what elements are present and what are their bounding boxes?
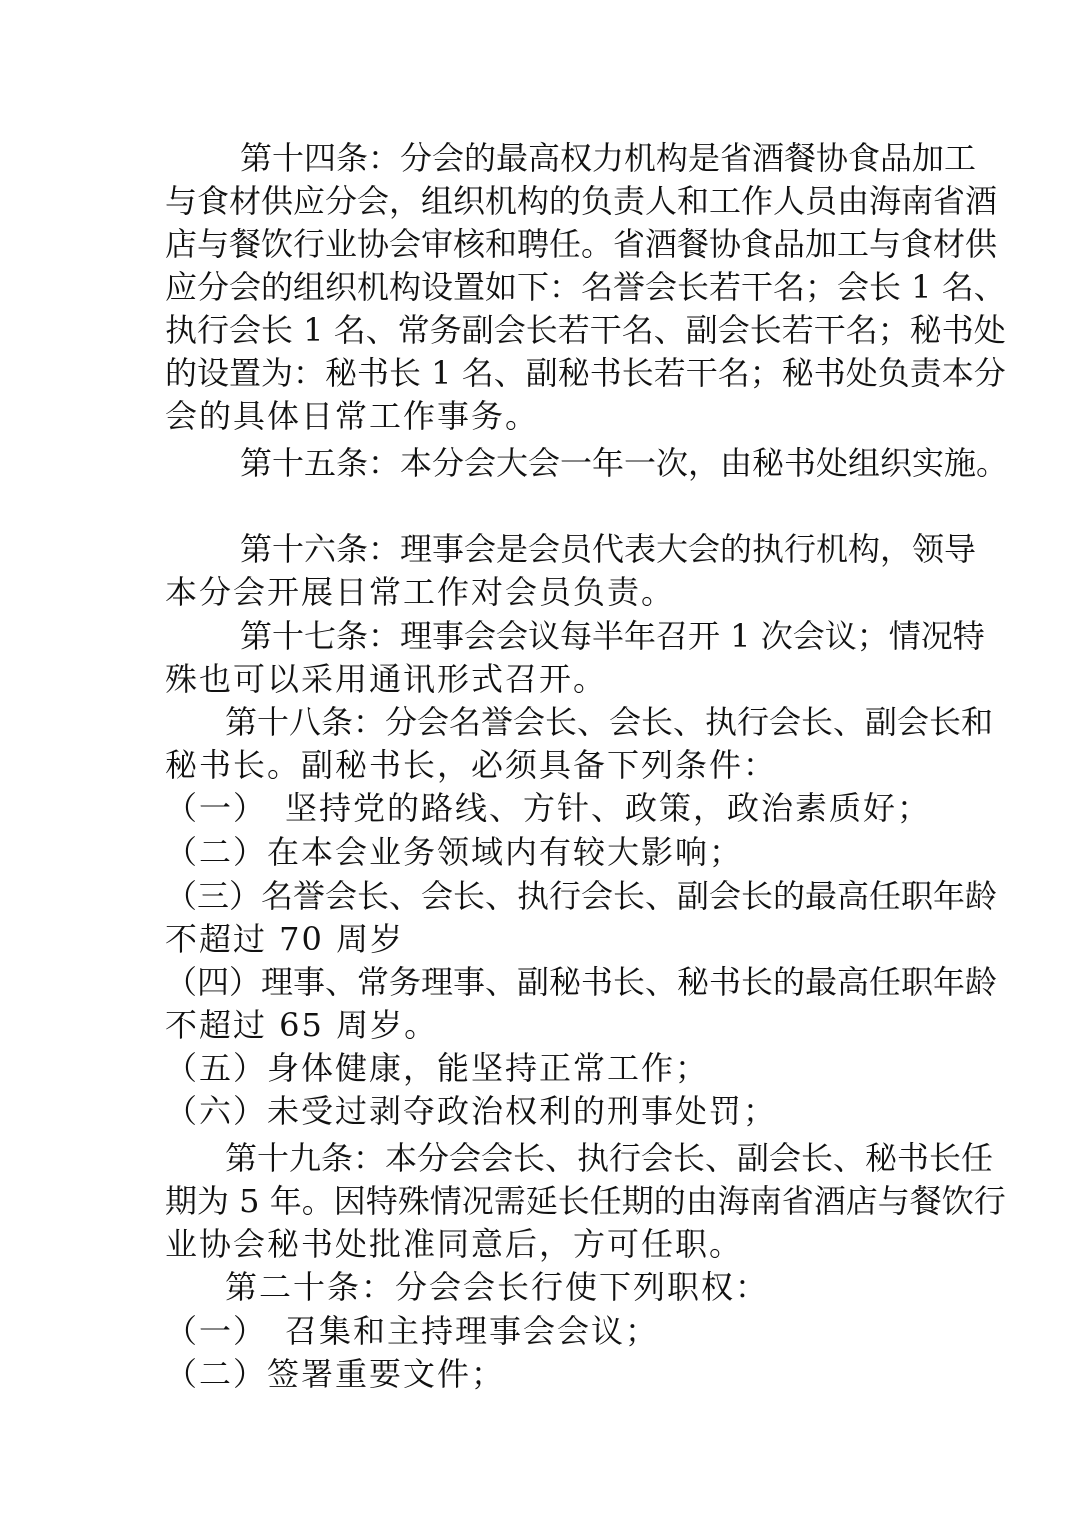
article-18-item-6: （六）未受过剥夺政治权利的刑事处罚； (165, 1092, 778, 1130)
article-14-line-3: 店与餐饮行业协会审核和聘任。省酒餐协食品加工与食材供 (165, 225, 998, 263)
article-17-line-1: 第十七条：理事会会议每半年召开 1 次会议；情况特 (240, 617, 985, 655)
article-18-item-5: （五）身体健康，能坚持正常工作； (165, 1049, 710, 1087)
article-19-line-2: 期为 5 年。因特殊情况需延长任期的由海南省酒店与餐饮行 (165, 1182, 1006, 1220)
article-17-line-2: 殊也可以采用通讯形式召开。 (165, 660, 608, 698)
article-15-line-1: 第十五条：本分会大会一年一次，由秘书处组织实施。 (240, 444, 1009, 482)
article-18-item-3-line-1: （三）名誉会长、会长、执行会长、副会长的最高任职年龄 (165, 877, 998, 915)
article-20-item-2: （二）签署重要文件； (165, 1355, 506, 1393)
article-18-item-4-line-2: 不超过 65 周岁。 (165, 1006, 439, 1044)
article-18-item-4-line-1: （四）理事、常务理事、副秘书长、秘书长的最高任职年龄 (165, 963, 998, 1001)
article-20-item-1: （一） 召集和主持理事会会议； (165, 1312, 660, 1350)
article-18-item-1: （一） 坚持党的路线、方针、政策，政治素质好； (165, 789, 932, 827)
article-16-line-2: 本分会开展日常工作对会员负责。 (165, 573, 676, 611)
article-18-item-3-line-2: 不超过 70 周岁 (165, 920, 405, 958)
article-14-line-5: 执行会长 1 名、常务副会长若干名、副会长若干名；秘书处 (165, 311, 1006, 349)
article-18-line-1: 第十八条：分会名誉会长、会长、执行会长、副会长和 (225, 703, 994, 741)
article-19-line-1: 第十九条：本分会会长、执行会长、副会长、秘书长任 (225, 1139, 994, 1177)
article-14-line-1: 第十四条：分会的最高权力机构是省酒餐协食品加工 (240, 139, 977, 177)
article-14-line-6: 的设置为：秘书长 1 名、副秘书长若干名；秘书处负责本分 (165, 354, 1006, 392)
article-18-item-2: （二）在本会业务领域内有较大影响； (165, 833, 744, 871)
article-18-line-2: 秘书长。副秘书长，必须具备下列条件： (165, 746, 778, 784)
article-14-line-4: 应分会的组织机构设置如下：名誉会长若干名；会长 1 名、 (165, 268, 1006, 306)
article-20-line-1: 第二十条：分会会长行使下列职权： (225, 1268, 770, 1306)
article-16-line-1: 第十六条：理事会是会员代表大会的执行机构，领导 (240, 530, 977, 568)
article-14-line-2: 与食材供应分会，组织机构的负责人和工作人员由海南省酒 (165, 182, 998, 220)
article-14-line-7: 会的具体日常工作事务。 (165, 397, 540, 435)
article-19-line-3: 业协会秘书处批准同意后，方可任职。 (165, 1225, 744, 1263)
